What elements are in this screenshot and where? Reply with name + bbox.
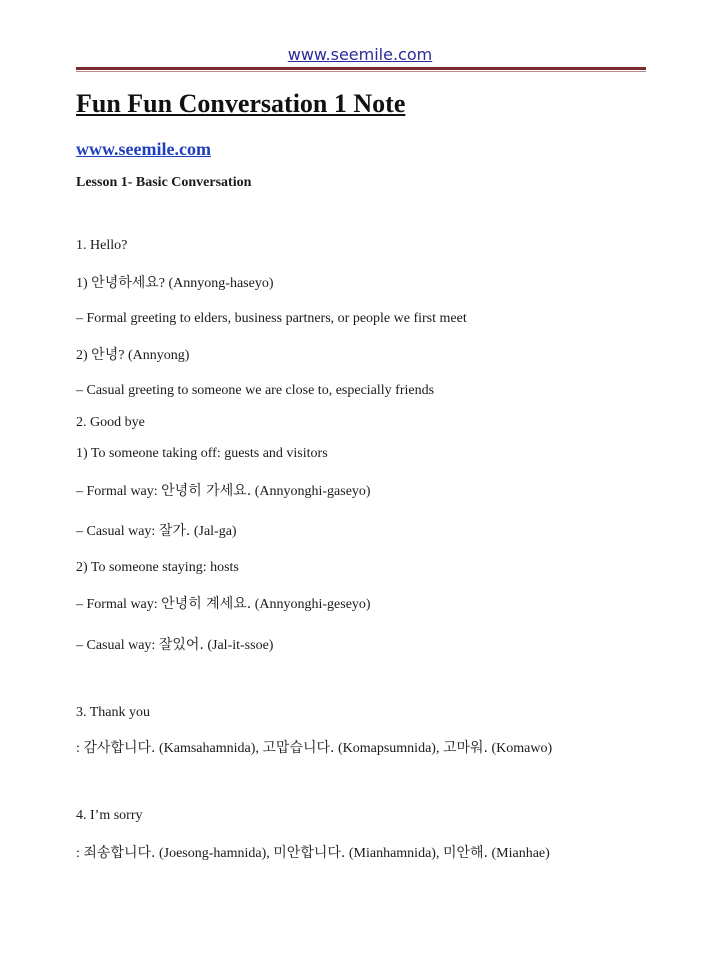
- list-item: [76, 739, 552, 758]
- line-text: 2): [76, 348, 92, 363]
- list-item: [76, 274, 273, 293]
- line-text: (Annyonghi-geseyo): [251, 597, 371, 612]
- line-text: (Komawo): [487, 741, 553, 756]
- list-item: [76, 559, 239, 577]
- section-heading-goodbye: [76, 414, 145, 432]
- line-text: 1. Hello?: [76, 238, 128, 253]
- korean-text: 안녕히 가세요.: [161, 483, 252, 499]
- line-text: (Komapsumnida),: [334, 741, 443, 756]
- line-text: (Kamsahamnida),: [155, 741, 263, 756]
- line-text: 2) To someone staying: hosts: [76, 560, 239, 575]
- page-title: Fun Fun Conversation 1 Note: [76, 89, 406, 118]
- list-item: [76, 636, 273, 655]
- list-item: [76, 382, 434, 400]
- korean-text: 안녕하세요: [91, 275, 159, 291]
- header-site-link[interactable]: www.seemile.com: [287, 45, 433, 64]
- line-text: (Jal-ga): [190, 524, 237, 539]
- list-item: [76, 445, 328, 463]
- site-link[interactable]: www.seemile.com: [76, 139, 211, 159]
- list-item: [76, 595, 371, 614]
- header-divider: [76, 67, 646, 70]
- line-text: 2. Good bye: [76, 415, 145, 430]
- line-text: – Casual way:: [76, 638, 159, 653]
- line-text: ? (Annyong-haseyo): [158, 276, 274, 291]
- korean-text: 미안해.: [442, 845, 488, 861]
- line-text: – Formal greeting to elders, business partners, or people we first meet: [76, 311, 467, 326]
- line-text: (Joesong-hamnida),: [155, 846, 274, 861]
- korean-text: 감사합니다.: [83, 740, 156, 756]
- line-text: 3. Thank you: [76, 705, 151, 720]
- line-text: – Formal way:: [76, 597, 162, 612]
- line-text: 4. I’m sorry: [76, 808, 143, 823]
- line-text: ? (Annyong): [118, 348, 190, 363]
- korean-text: 고마워.: [442, 740, 488, 756]
- line-text: (Mianhae): [487, 846, 550, 861]
- korean-text: 미안합니다.: [273, 845, 346, 861]
- section-heading-hello: [76, 237, 127, 255]
- line-text: – Casual way:: [76, 524, 159, 539]
- lesson-heading: Lesson 1- Basic Conversation: [76, 175, 252, 190]
- line-text: (Mianhamnida),: [345, 846, 443, 861]
- line-text: (Jal-it-ssoe): [203, 638, 274, 653]
- list-item: [76, 346, 189, 365]
- line-text: – Casual greeting to someone we are close to, especially friends: [76, 383, 435, 398]
- list-item: [76, 522, 237, 541]
- line-text: :: [76, 846, 84, 861]
- korean-text: 안녕: [91, 347, 119, 363]
- korean-text: 잘가.: [158, 523, 191, 539]
- line-text: 1): [76, 276, 92, 291]
- korean-text: 죄송합니다.: [83, 845, 156, 861]
- section-heading-thank-you: [76, 704, 150, 722]
- line-text: (Annyonghi-gaseyo): [251, 484, 371, 499]
- line-text: 1) To someone taking off: guests and visitors: [76, 446, 328, 461]
- header-divider-thin: [76, 71, 646, 72]
- section-heading-sorry: [76, 807, 143, 825]
- list-item: [76, 844, 550, 863]
- korean-text: 안녕히 계세요.: [161, 596, 252, 612]
- line-text: – Formal way:: [76, 484, 162, 499]
- korean-text: 고맙습니다.: [262, 740, 335, 756]
- korean-text: 잘있어.: [158, 637, 204, 653]
- list-item: [76, 310, 467, 328]
- list-item: [76, 482, 371, 501]
- line-text: :: [76, 741, 84, 756]
